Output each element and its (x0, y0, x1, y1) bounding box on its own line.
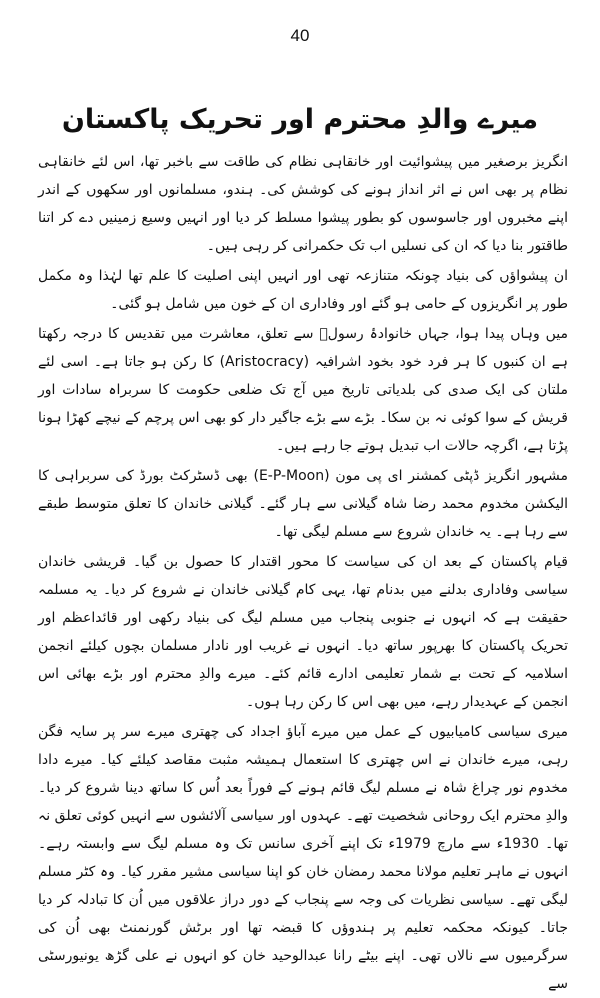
paragraph: مشہور انگریز ڈپٹی کمشنر ای پی مون (E-P-Moon) بھی ڈسٹرکٹ بورڈ کی سربراہی کا الیکشن مخدوم محمد رضا شاہ گیلانی سے ہار گئے۔ گیلانی خاندان کا تعلق متوسط طبقے سے رہا ہے۔ یہ خاندان شروع سے مسلم لیگی تھا۔ (38, 468, 569, 540)
chapter-title: میرے والدِ محترم اور تحریک پاکستان (61, 104, 539, 135)
paragraph: قیام پاکستان کے بعد ان کی سیاست کا محور اقتدار کا حصول بن گیا۔ قریشی خاندان سیاسی وفاداری بدلنے میں بدنام تھا، یہی کام گیلانی خاندان نے شروع کر دیا۔ یہ مسلمہ حقیقت ہے کہ انہوں نے جنوبی پنجاب میں مسلم لیگ کی بنیاد رکھی اور قائداعظم اور تحریک پاکستان کا بھرپور ساتھ دیا۔ انہوں نے غریب اور نادار مسلمان بچوں کیلئے انجمن اسلامیہ کے تحت بے شمار تعلیمی ادارے قائم کئے۔ میرے والدِ محترم اور بڑے بھائی اس انجمن کے عہدیدار رہے، میں بھی اس کا رکن رہا ہوں۔ (38, 554, 568, 710)
paragraph: میں وہاں پیدا ہوا، جہاں خانوادۂ رسولؐ سے تعلق، معاشرت میں تقدیس کا درجہ رکھتا ہے ان کنبوں کا ہر فرد خود بخود اشرافیہ (Aristocracy) کا رکن ہو جاتا ہے۔ اسی لئے ملتان کی ایک صدی کی بلدیاتی تاریخ میں آج تک ضلعی حکومت کا سربراہ سادات اور قریش کے سوا کوئی نہ بن سکا۔ بڑے سے بڑے جاگیر دار کو بھی اس پرچم کے نیچے کھڑا ہونا پڑتا ہے، اگرچہ حالات اب تبدیل ہوتے جا رہے ہیں۔ (38, 326, 568, 454)
paragraph: ان پیشواؤں کی بنیاد چونکہ متنازعہ تھی اور انہیں اپنی اصلیت کا علم تھا لہٰذا وہ مکمل طور پر انگریزوں کے حامی ہو گئے اور وفاداری ان کے خون میں شامل ہو گئی۔ (38, 268, 568, 312)
page-number: 40 (290, 26, 310, 45)
paragraph: انگریز برصغیر میں پیشوائیت اور خانقاہی نظام کی طاقت سے باخبر تھا، اس لئے خانقاہی نظام پر بھی اس نے اثر انداز ہونے کی کوشش کی۔ ہندو، مسلمانوں اور سکھوں کے اندر اپنے مخبروں اور جاسوسوں کو بطور پیشوا مسلط کر دیا اور انہیں وسیع زمینیں دے کر اتنا طاقتور بنا دیا کہ ان کی نسلیں اب تک حکمرانی کر رہی ہیں۔ (38, 154, 568, 254)
body-text (38, 148, 569, 992)
paragraph: میری سیاسی کامیابیوں کے عمل میں میرے آباؤ اجداد کی چھتری میرے سر پر سایہ فگن رہی، میرے خاندان نے اس چھتری کا استعمال ہمیشہ مثبت مقاصد کیلئے کیا۔ میرے دادا مخدوم نور چراغ شاہ نے مسلم لیگ قائم ہونے کے فوراً بعد اُس کا ساتھ دینا شروع کر دیا۔ والدِ محترم ایک روحانی شخصیت تھے۔ عہدوں اور سیاسی آلائشوں سے انہیں کوئی تعلق نہ تھا۔ 1930ء سے مارچ 1979ء تک اپنے آخری سانس تک وہ مسلم لیگ سے وابستہ رہے۔ انہوں نے ماہر تعلیم مولانا محمد رمضان خان کو اپنا سیاسی مشیر مقرر کیا۔ وہ کٹر مسلم لیگی تھے۔ سیاسی نظریات کی وجہ سے پنجاب کے دور دراز علاقوں میں اُن کا تبادلہ کر دیا جاتا۔ کیونکہ محکمہ تعلیم پر ہندوؤں کا قبضہ تھا اور برٹش گورنمنٹ بھی اُن کی سرگرمیوں سے نالاں تھی۔ اپنے بیٹے رانا عبدالوحید خان کو انہوں نے علی گڑھ یونیورسٹی سے (38, 724, 568, 992)
